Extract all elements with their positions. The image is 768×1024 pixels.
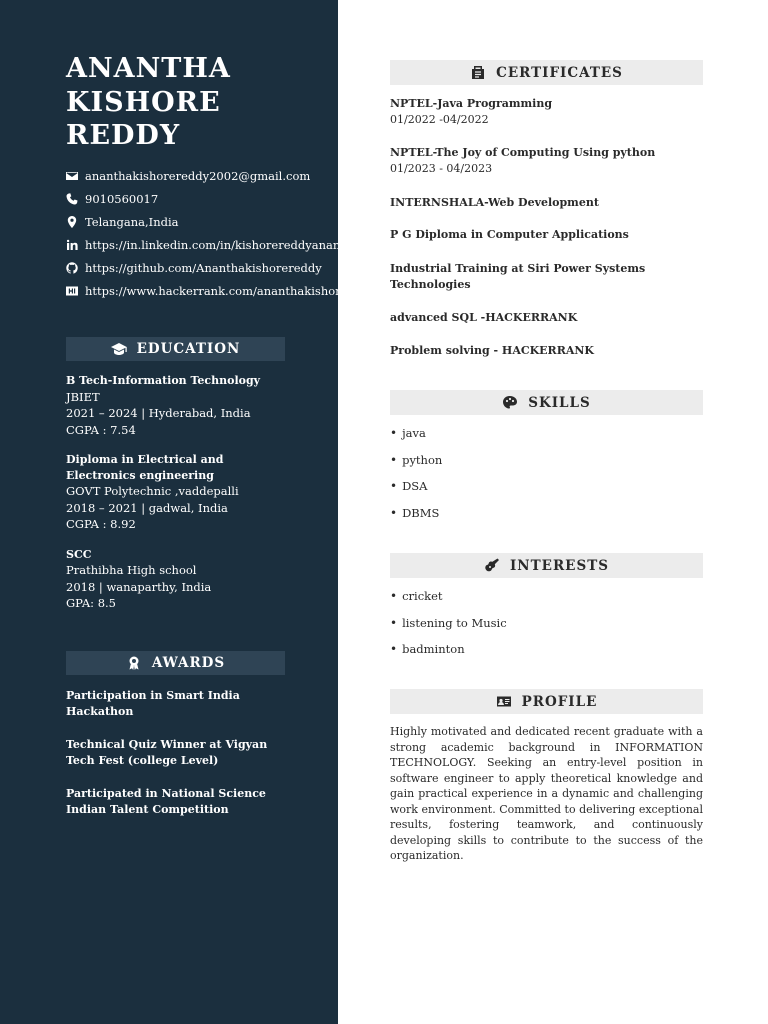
awards-heading-text: AWARDS (151, 655, 226, 671)
education-degree: B Tech-Information Technology (66, 374, 261, 387)
email-text: ananthakishorereddy2002@gmail.com (85, 168, 311, 183)
skill-item: • DBMS (390, 500, 703, 527)
certificate-title: P G Diploma in Computer Applications (390, 228, 629, 241)
education-list (66, 373, 306, 626)
phone-text: 9010560017 (85, 191, 159, 206)
main-content (390, 0, 703, 1024)
education-score: CGPA : 8.92 (66, 517, 136, 531)
skill-item: • DSA (390, 473, 703, 500)
contact-list (66, 164, 381, 302)
certificate-dates: 01/2023 - 04/2023 (390, 161, 493, 175)
skill-item: • java (390, 420, 703, 447)
interest-item: • listening to Music (390, 610, 703, 637)
award-item: Participation in Smart India Hackathon (66, 689, 240, 718)
hackerrank-link: https://www.hackerrank.com/ananthakishorereddy (85, 283, 381, 298)
skills-heading-text: SKILLS (528, 394, 591, 411)
linkedin-link: https://in.linkedin.com/in/kishorereddyananth (85, 237, 353, 252)
certificate-title: advanced SQL -HACKERRANK (390, 311, 578, 324)
certificate-item (390, 227, 703, 243)
id-card-icon (496, 694, 512, 709)
certificate-title: INTERNSHALA-Web Development (390, 196, 599, 209)
certificate-icon (470, 65, 486, 80)
interests-heading-text: INTERESTS (509, 557, 610, 574)
contact-email[interactable] (66, 164, 366, 187)
education-heading-text: EDUCATION (136, 341, 241, 357)
certificate-item (390, 96, 703, 127)
graduation-cap-icon (111, 342, 127, 356)
certificate-title: NPTEL-Java Programming (390, 97, 553, 110)
contact-location (66, 210, 366, 233)
education-entry (66, 547, 306, 612)
award-item: Participated in National Science Indian Talent Competition (66, 787, 266, 816)
name-line-1: ANANTHA (66, 53, 231, 84)
profile-heading (390, 689, 703, 714)
education-degree: SCC (66, 547, 92, 561)
contact-hackerrank[interactable] (66, 279, 381, 302)
contact-linkedin[interactable] (66, 233, 366, 256)
github-icon (66, 262, 78, 274)
certificate-title: Problem solving - HACKERRANK (390, 344, 594, 357)
certificate-item (390, 343, 703, 359)
interest-item: • badminton (390, 636, 703, 663)
interests-heading (390, 553, 703, 578)
interest-item: • cricket (390, 583, 703, 610)
award-item: Technical Quiz Winner at Vigyan Tech Fest (college Level) (66, 738, 268, 767)
certificates-heading-text: CERTIFICATES (496, 64, 623, 81)
profile-summary: Highly motivated and dedicated recent graduate with a strong academic background in INFORMATION TECHNOLOGY. Seeking an entry-level position in software engineer to apply theoretical knowledge and gain practical experience in a dynamic and challenging work environment. Committed to delivering exceptional results, fostering teamwork, and continuously developing skills to contribute to the success of the organization. (390, 725, 703, 862)
skills-heading (390, 390, 703, 415)
certificate-item (390, 195, 703, 211)
awards-list (66, 688, 306, 835)
education-entry (66, 452, 306, 533)
education-heading (66, 337, 285, 361)
contact-github[interactable] (66, 256, 366, 279)
education-institution: GOVT Polytechnic ,vaddepalli (66, 484, 239, 498)
location-text: Telangana,India (85, 214, 179, 229)
award-ribbon-icon (126, 656, 142, 670)
education-dates: 2018 – 2021 | gadwal, India (66, 500, 228, 515)
location-icon (66, 216, 78, 228)
certificate-item (390, 145, 703, 176)
skills-list (390, 420, 703, 526)
profile-heading-text: PROFILE (521, 693, 598, 710)
name-line-2: KISHORE (66, 86, 221, 118)
guitar-icon (484, 558, 500, 573)
certificate-item (390, 310, 703, 326)
linkedin-icon (66, 239, 78, 251)
github-link: https://github.com/Ananthakishorereddy (85, 260, 322, 275)
certificate-item (390, 261, 650, 292)
education-institution: Prathibha High school (66, 563, 197, 577)
awards-heading (66, 651, 285, 675)
sidebar (0, 0, 381, 1024)
contact-phone[interactable] (66, 187, 366, 210)
education-institution: JBIET (66, 389, 100, 404)
education-score: GPA: 8.5 (66, 596, 116, 610)
education-dates: 2021 – 2024 | Hyderabad, India (66, 406, 251, 420)
hackerrank-icon (66, 285, 78, 297)
education-score: CGPA : 7.54 (66, 422, 136, 437)
name-line-3: REDDY (66, 120, 181, 151)
skill-item: • python (390, 447, 703, 474)
certificates-heading (390, 60, 703, 85)
phone-icon (66, 193, 78, 205)
certificate-title: Industrial Training at Siri Power Systems Technologies (390, 262, 646, 291)
education-degree: Diploma in Electrical and Electronics engineering (66, 453, 224, 482)
candidate-name (66, 52, 326, 153)
interests-list (390, 583, 703, 663)
education-entry (66, 373, 306, 438)
palette-icon (502, 395, 518, 410)
certificate-dates: 01/2022 -04/2022 (390, 112, 489, 126)
certificate-title: NPTEL-The Joy of Computing Using python (390, 146, 656, 159)
email-icon (66, 170, 78, 182)
education-dates: 2018 | wanaparthy, India (66, 579, 212, 594)
